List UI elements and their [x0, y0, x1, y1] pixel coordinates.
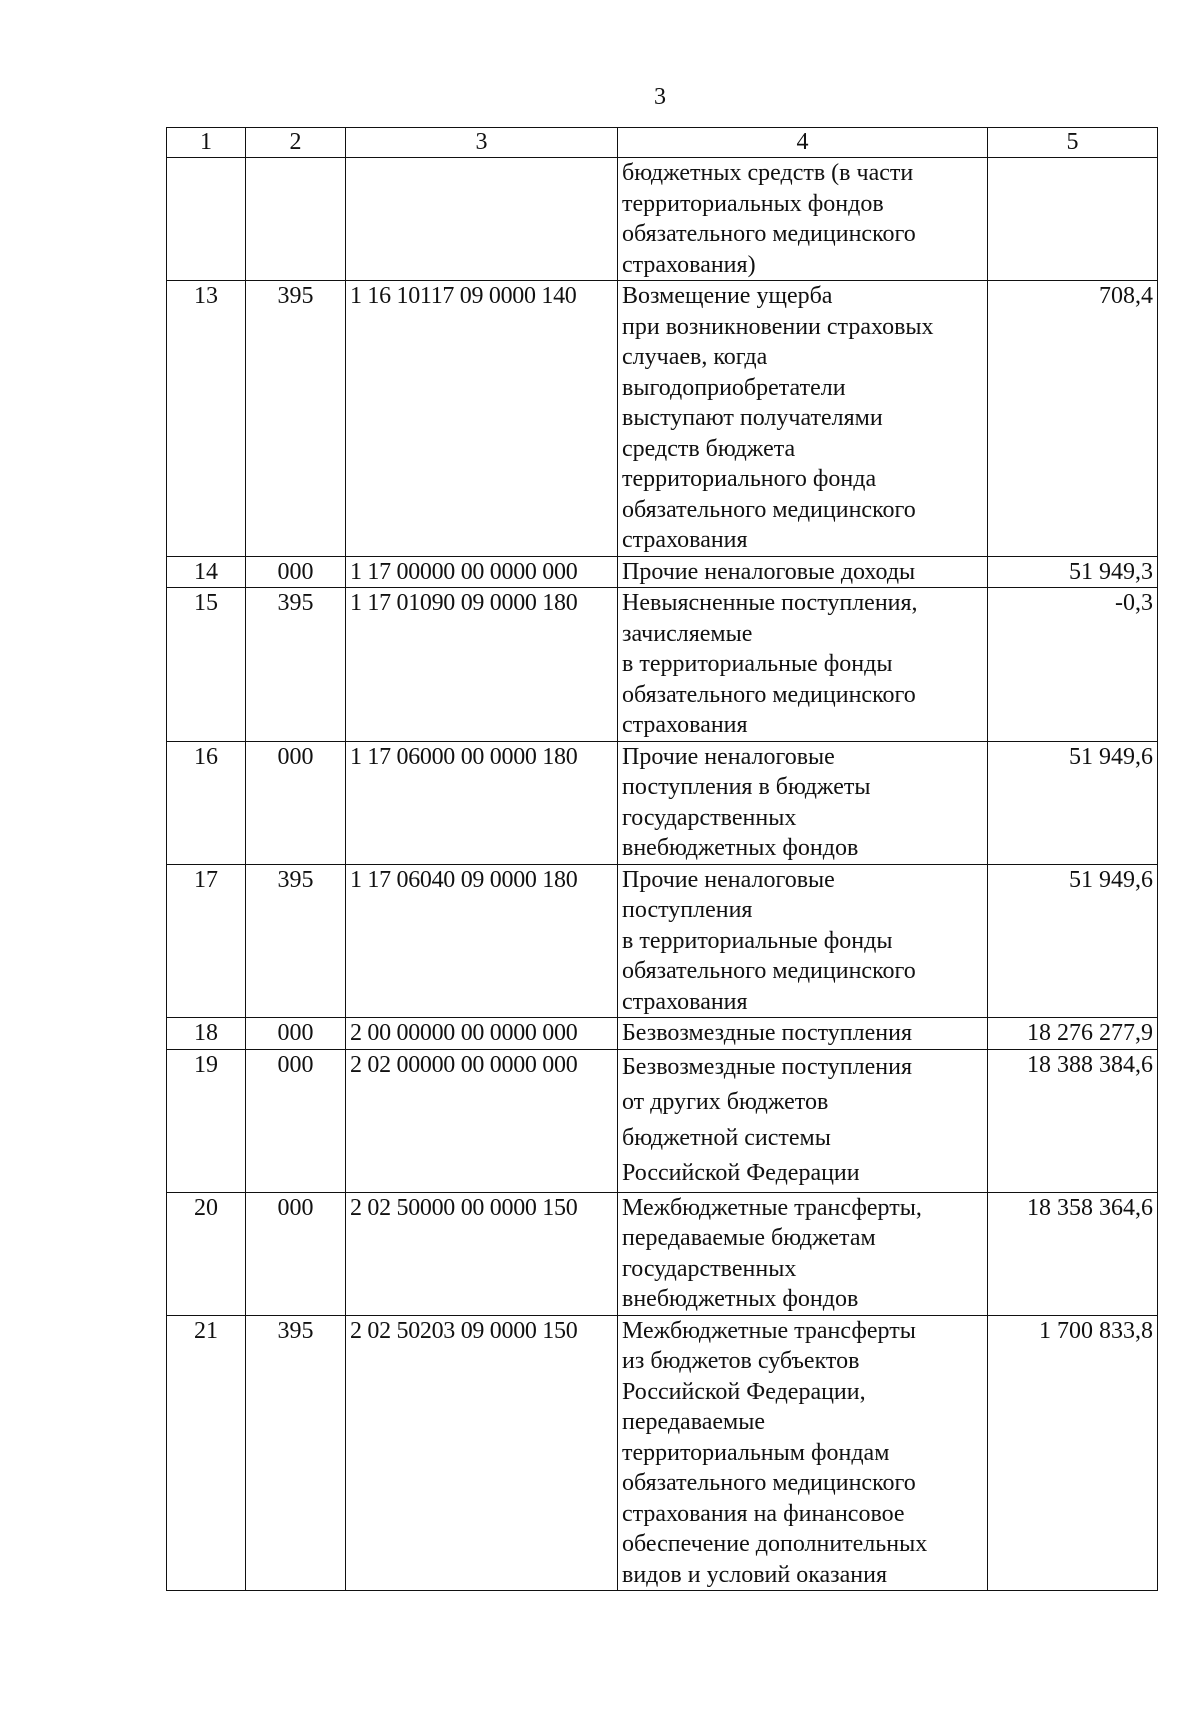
revenue-name-line: обязательного медицинского — [622, 221, 916, 247]
amount-cell: 51 949,6 — [988, 741, 1158, 864]
revenue-name-line: Российской Федерации, — [622, 1378, 866, 1405]
header-col-2: 2 — [246, 128, 346, 158]
revenue-name-line: территориального фонда — [622, 466, 877, 492]
page-number: 3 — [654, 84, 666, 110]
revenue-name-line: из бюджетов субъектов — [622, 1348, 860, 1374]
row-number-cell: 15 — [167, 588, 246, 742]
admin-code-cell: 395 — [246, 1315, 346, 1591]
table-row — [167, 864, 1158, 1018]
revenue-name-line: Прочие неналоговые — [622, 743, 835, 770]
revenue-name-cell — [618, 1315, 988, 1591]
revenue-name-line: страхования — [622, 988, 748, 1015]
revenue-name-line: Невыясненные поступления, — [622, 590, 918, 616]
revenue-name-line: страхования на финансовое — [622, 1500, 905, 1527]
amount-cell: 1 700 833,8 — [988, 1315, 1158, 1591]
revenue-name-cell — [618, 556, 988, 588]
revenue-name-cell — [618, 281, 988, 557]
revenue-name-line: государственных — [622, 804, 797, 831]
table-row — [167, 1192, 1158, 1315]
admin-code-cell: 395 — [246, 588, 346, 742]
admin-code-cell: 000 — [246, 741, 346, 864]
revenue-name-line: Прочие неналоговые доходы — [622, 558, 916, 585]
revenue-name-line: обязательного медицинского — [622, 496, 916, 523]
budget-classification-code-cell: 2 00 00000 00 0000 000 — [346, 1018, 618, 1050]
revenue-name-line: страхования — [622, 527, 748, 553]
revenue-name-line: выгодоприобретатели — [622, 374, 846, 401]
row-number-cell — [167, 158, 246, 281]
revenue-name-line: поступления в бюджеты — [622, 774, 871, 800]
header-col-4: 4 — [618, 128, 988, 158]
budget-classification-code-cell: 1 17 06000 00 0000 180 — [346, 741, 618, 864]
revenue-name-cell — [618, 1192, 988, 1315]
table-row — [167, 1049, 1158, 1192]
budget-classification-code-cell: 2 02 00000 00 0000 000 — [346, 1049, 618, 1192]
revenue-name-cell — [618, 864, 988, 1018]
amount-cell: 51 949,3 — [988, 556, 1158, 588]
table-row — [167, 281, 1158, 557]
row-number-cell: 13 — [167, 281, 246, 557]
revenue-name-line: передаваемые — [622, 1409, 765, 1435]
revenue-name-line: Российской Федерации — [622, 1160, 860, 1186]
amount-cell: 51 949,6 — [988, 864, 1158, 1018]
budget-classification-code-cell: 2 02 50000 00 0000 150 — [346, 1192, 618, 1315]
revenue-name-line: обеспечение дополнительных — [622, 1531, 928, 1557]
revenue-name-line: Безвозмездные поступления — [622, 1020, 912, 1046]
budget-classification-code-cell: 1 17 06040 09 0000 180 — [346, 864, 618, 1018]
revenue-name-line: в территориальные фонды — [622, 651, 893, 677]
row-number-cell: 16 — [167, 741, 246, 864]
revenue-name-line: обязательного медицинского — [622, 1470, 916, 1496]
revenue-name-line: обязательного медицинского — [622, 958, 916, 984]
budget-classification-code-cell: 2 02 50203 09 0000 150 — [346, 1315, 618, 1591]
amount-cell: -0,3 — [988, 588, 1158, 742]
revenue-name-line: от других бюджетов — [622, 1089, 829, 1115]
revenue-name-line: в территориальные фонды — [622, 927, 893, 954]
budget-revenue-table — [166, 127, 1158, 1591]
revenue-name-line: Прочие неналоговые — [622, 866, 835, 893]
revenue-name-cell — [618, 1049, 988, 1192]
revenue-name-line: государственных — [622, 1255, 797, 1282]
header-col-3: 3 — [346, 128, 618, 158]
table-row — [167, 1018, 1158, 1050]
budget-classification-code-cell: 1 17 00000 00 0000 000 — [346, 556, 618, 588]
admin-code-cell: 000 — [246, 1018, 346, 1050]
revenue-name-cell — [618, 741, 988, 864]
revenue-name-cell — [618, 158, 988, 281]
revenue-name-line: внебюджетных фондов — [622, 835, 859, 861]
amount-cell: 18 276 277,9 — [988, 1018, 1158, 1050]
revenue-name-line: страхования) — [622, 251, 756, 278]
row-number-cell: 18 — [167, 1018, 246, 1050]
budget-classification-code-cell: 1 17 01090 09 0000 180 — [346, 588, 618, 742]
row-number-cell: 19 — [167, 1049, 246, 1192]
table-body — [167, 158, 1158, 1591]
revenue-name-line: зачисляемые — [622, 620, 753, 647]
revenue-name-line: внебюджетных фондов — [622, 1286, 859, 1312]
amount-cell: 708,4 — [988, 281, 1158, 557]
amount-cell — [988, 158, 1158, 281]
budget-classification-code-cell: 1 16 10117 09 0000 140 — [346, 281, 618, 557]
row-number-cell: 20 — [167, 1192, 246, 1315]
revenue-name-line: поступления — [622, 897, 753, 923]
admin-code-cell: 000 — [246, 1049, 346, 1192]
amount-cell: 18 358 364,6 — [988, 1192, 1158, 1315]
revenue-name-line: Безвозмездные поступления — [622, 1053, 912, 1080]
table-header-row — [167, 128, 1158, 158]
admin-code-cell — [246, 158, 346, 281]
revenue-name-cell — [618, 1018, 988, 1050]
table-row — [167, 741, 1158, 864]
revenue-name-line: бюджетной системы — [622, 1124, 831, 1151]
revenue-name-line: видов и условий оказания — [622, 1561, 888, 1588]
amount-cell: 18 388 384,6 — [988, 1049, 1158, 1192]
table-row — [167, 1315, 1158, 1591]
budget-classification-code-cell — [346, 158, 618, 281]
admin-code-cell: 395 — [246, 281, 346, 557]
admin-code-cell: 000 — [246, 1192, 346, 1315]
revenue-name-line: выступают получателями — [622, 405, 883, 431]
revenue-name-cell — [618, 588, 988, 742]
revenue-name-line: при возникновении страховых — [622, 313, 934, 340]
table-row — [167, 556, 1158, 588]
table-row — [167, 588, 1158, 742]
revenue-name-line: передаваемые бюджетам — [622, 1225, 876, 1251]
row-number-cell: 14 — [167, 556, 246, 588]
admin-code-cell: 000 — [246, 556, 346, 588]
revenue-name-line: случаев, когда — [622, 344, 768, 370]
revenue-name-line: страхования — [622, 712, 748, 738]
row-number-cell: 21 — [167, 1315, 246, 1591]
revenue-name-line: Межбюджетные трансферты, — [622, 1194, 922, 1221]
header-col-5: 5 — [988, 128, 1158, 158]
revenue-name-line: обязательного медицинского — [622, 681, 916, 708]
revenue-name-line: средств бюджета — [622, 435, 796, 462]
admin-code-cell: 395 — [246, 864, 346, 1018]
table-row — [167, 158, 1158, 281]
revenue-name-line: территориальным фондам — [622, 1439, 890, 1466]
revenue-name-line: территориальных фондов — [622, 190, 884, 217]
row-number-cell: 17 — [167, 864, 246, 1018]
header-col-1: 1 — [167, 128, 246, 158]
revenue-name-line: бюджетных средств (в части — [622, 160, 914, 186]
revenue-name-line: Возмещение ущерба — [622, 283, 833, 309]
revenue-name-line: Межбюджетные трансферты — [622, 1317, 916, 1344]
